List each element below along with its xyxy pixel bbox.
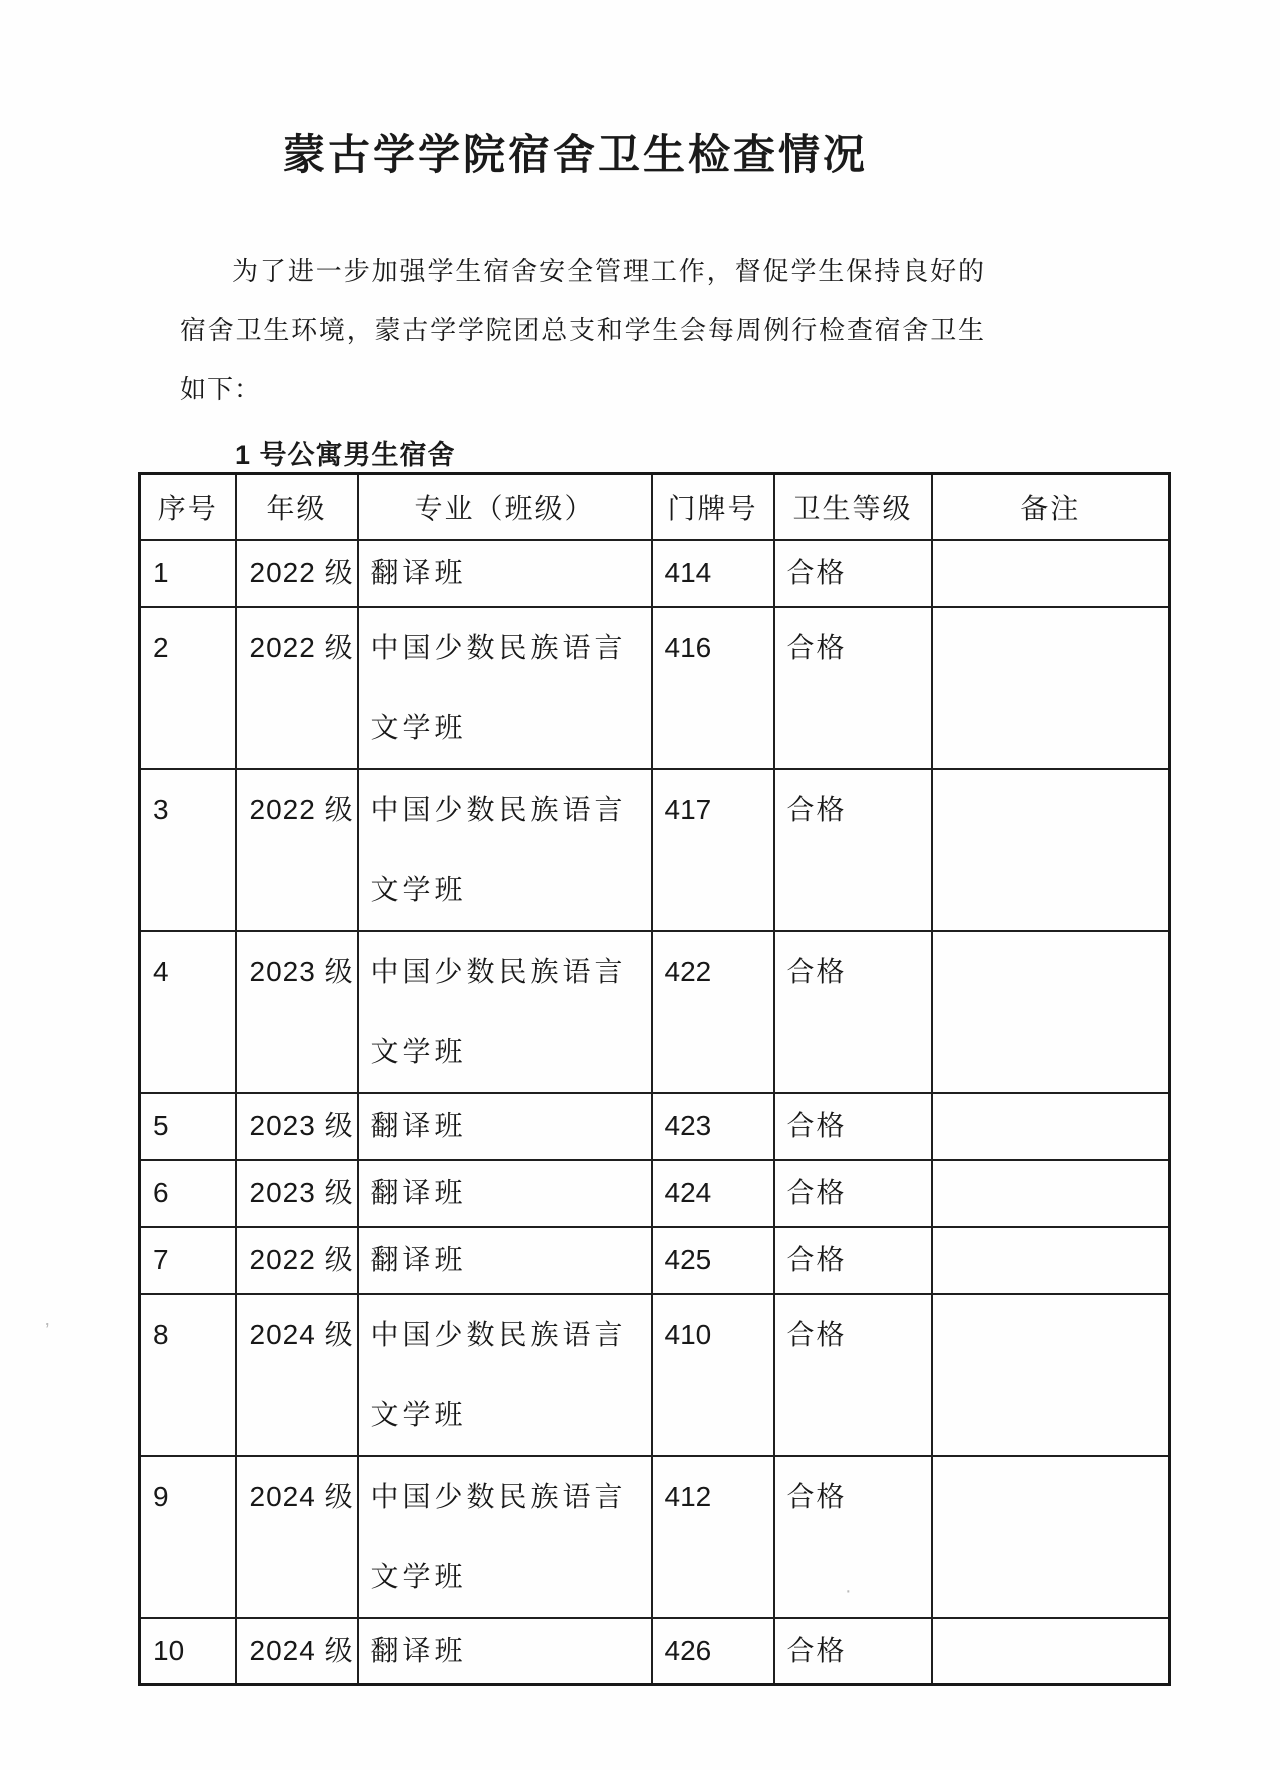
column-header-rating: 卫生等级 [774, 474, 932, 540]
cell-rating: 合格 [774, 1093, 932, 1160]
scan-speck: · [845, 1580, 852, 1602]
intro-paragraph: 为了进一步加强学生宿舍安全管理工作，督促学生保持良好的宿舍卫生环境，蒙古学学院团总支和学生会每周例行检查宿舍卫生如下： [180, 256, 985, 404]
cell-rating: 合格 [774, 1456, 932, 1618]
cell-remark [932, 540, 1170, 607]
cell-room-number: 425 [652, 1227, 774, 1294]
cell-grade: 2023 级 [236, 1160, 358, 1227]
table-row [140, 1618, 1170, 1685]
text-column [123, 0, 1028, 472]
table-row [140, 540, 1170, 607]
cell-remark [932, 1093, 1170, 1160]
cell-major: 翻译班 [358, 1227, 652, 1294]
cell-grade: 2023 级 [236, 931, 358, 1093]
cell-room-number: 426 [652, 1618, 774, 1685]
column-header-major: 专业（班级） [358, 474, 652, 540]
section-label: 1 号公寓男生宿舍 [235, 440, 456, 470]
scan-speck: ’ [45, 1320, 50, 1342]
cell-serial: 8 [140, 1294, 236, 1456]
cell-major: 中国少数民族语言文学班 [358, 931, 652, 1093]
cell-rating: 合格 [774, 769, 932, 931]
cell-room-number: 423 [652, 1093, 774, 1160]
cell-serial: 6 [140, 1160, 236, 1227]
cell-rating: 合格 [774, 1160, 932, 1227]
cell-remark [932, 1227, 1170, 1294]
cell-serial: 5 [140, 1093, 236, 1160]
cell-remark [932, 1456, 1170, 1618]
cell-room-number: 424 [652, 1160, 774, 1227]
cell-rating: 合格 [774, 931, 932, 1093]
cell-major: 翻译班 [358, 1618, 652, 1685]
cell-grade: 2024 级 [236, 1456, 358, 1618]
cell-room-number: 422 [652, 931, 774, 1093]
cell-serial: 3 [140, 769, 236, 931]
cell-rating: 合格 [774, 540, 932, 607]
column-header-grade: 年级 [236, 474, 358, 540]
cell-remark [932, 769, 1170, 931]
cell-grade: 2022 级 [236, 607, 358, 769]
table-row [140, 769, 1170, 931]
column-header-room-number: 门牌号 [652, 474, 774, 540]
cell-remark [932, 1294, 1170, 1456]
cell-remark [932, 931, 1170, 1093]
cell-room-number: 416 [652, 607, 774, 769]
cell-room-number: 412 [652, 1456, 774, 1618]
cell-major: 中国少数民族语言文学班 [358, 1294, 652, 1456]
column-header-remark: 备注 [932, 474, 1170, 540]
cell-room-number: 414 [652, 540, 774, 607]
cell-room-number: 417 [652, 769, 774, 931]
cell-rating: 合格 [774, 607, 932, 769]
table-row [140, 607, 1170, 769]
cell-major: 翻译班 [358, 1160, 652, 1227]
cell-grade: 2022 级 [236, 1227, 358, 1294]
cell-room-number: 410 [652, 1294, 774, 1456]
cell-serial: 10 [140, 1618, 236, 1685]
inspection-table [138, 472, 1171, 1686]
cell-grade: 2024 级 [236, 1294, 358, 1456]
cell-rating: 合格 [774, 1618, 932, 1685]
table-row [140, 1294, 1170, 1456]
cell-major: 中国少数民族语言文学班 [358, 607, 652, 769]
table-row [140, 1456, 1170, 1618]
table-row [140, 931, 1170, 1093]
cell-major: 中国少数民族语言文学班 [358, 1456, 652, 1618]
cell-grade: 2023 级 [236, 1093, 358, 1160]
cell-major: 翻译班 [358, 540, 652, 607]
cell-grade: 2024 级 [236, 1618, 358, 1685]
table-row [140, 1227, 1170, 1294]
cell-grade: 2022 级 [236, 540, 358, 607]
cell-serial: 2 [140, 607, 236, 769]
cell-rating: 合格 [774, 1227, 932, 1294]
cell-serial: 9 [140, 1456, 236, 1618]
table-header-row [140, 474, 1170, 540]
column-header-serial: 序号 [140, 474, 236, 540]
cell-serial: 1 [140, 540, 236, 607]
table-row [140, 1093, 1170, 1160]
cell-remark [932, 1618, 1170, 1685]
cell-major: 翻译班 [358, 1093, 652, 1160]
cell-remark [932, 1160, 1170, 1227]
cell-rating: 合格 [774, 1294, 932, 1456]
cell-grade: 2022 级 [236, 769, 358, 931]
cell-remark [932, 607, 1170, 769]
page-title: 蒙古学学院宿舍卫生检查情况 [282, 131, 868, 178]
cell-major: 中国少数民族语言文学班 [358, 769, 652, 931]
cell-serial: 7 [140, 1227, 236, 1294]
cell-serial: 4 [140, 931, 236, 1093]
table-row [140, 1160, 1170, 1227]
